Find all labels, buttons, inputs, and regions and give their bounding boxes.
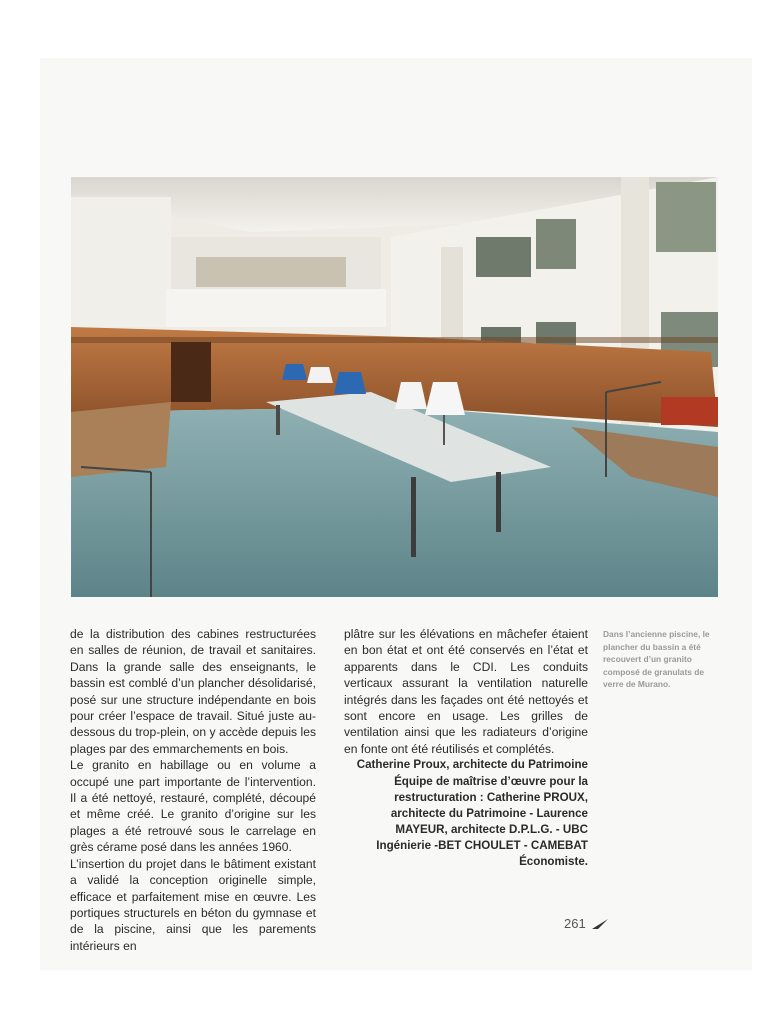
project-team: Équipe de maîtrise d’œuvre pour la restructuration : Catherine PROUX, architecte du Patrimoine - Laurence MAYEUR, architecte D.P.L.G. - UBC Ingénierie -BET CHOULET - CAMEBAT Économiste. (376, 774, 588, 868)
author-credit: Catherine Proux, architecte du Patrimoine (356, 758, 588, 772)
photo-illustration (71, 177, 718, 597)
photo-converted-pool-room (71, 177, 718, 597)
article-column-1 (70, 626, 316, 954)
article-column-2 (344, 626, 588, 870)
column-1-paragraph-2: Le granito en habillage ou en volume a occupé une part importante de l’intervention. Il a été nettoyé, restauré, complété, découpé et même créé. Le granito d’origine sur les plages a été retrouvé sous le carrelage en grès cérame posé dans les années 1960. (70, 758, 316, 855)
page-folio (564, 916, 608, 931)
photo-caption: Dans l’ancienne piscine, le plancher du bassin a été recouvert d’un granito composé de granulats de verre de Murano. (603, 629, 710, 690)
column-1-paragraph-1: de la distribution des cabines restructurées en salles de réunion, de travail et sanitaires. Dans la grande salle des enseignants, le bassin est comblé d’un plancher désolidarisé, posé sur une structure indépendante en bois pour créer l’espace de travail. Situé juste au-dessous du trop-plein, on y accède depuis les plages par des emmarchements en bois. (70, 627, 316, 756)
arrow-marker-icon (592, 919, 608, 929)
column-2-paragraph: plâtre sur les élévations en mâchefer étaient en bon état et ont été conservés en l’état et apparents dans le CDI. Les conduits verticaux assurant la ventilation naturelle intégrés dans les façades ont été nettoyés et sont encore en usage. Les grilles de ventilation ainsi que les radiateurs d’origine en fonte ont été réutilisés et complétés. (344, 627, 588, 756)
column-1-paragraph-3: L’insertion du projet dans le bâtiment existant a validé la conception originelle simple, efficace et parfaitement mise en œuvre. Les portiques structurels en béton du gymnase et de la piscine, ainsi que les parements intérieurs en (70, 856, 316, 953)
page-number: 261 (564, 916, 586, 931)
